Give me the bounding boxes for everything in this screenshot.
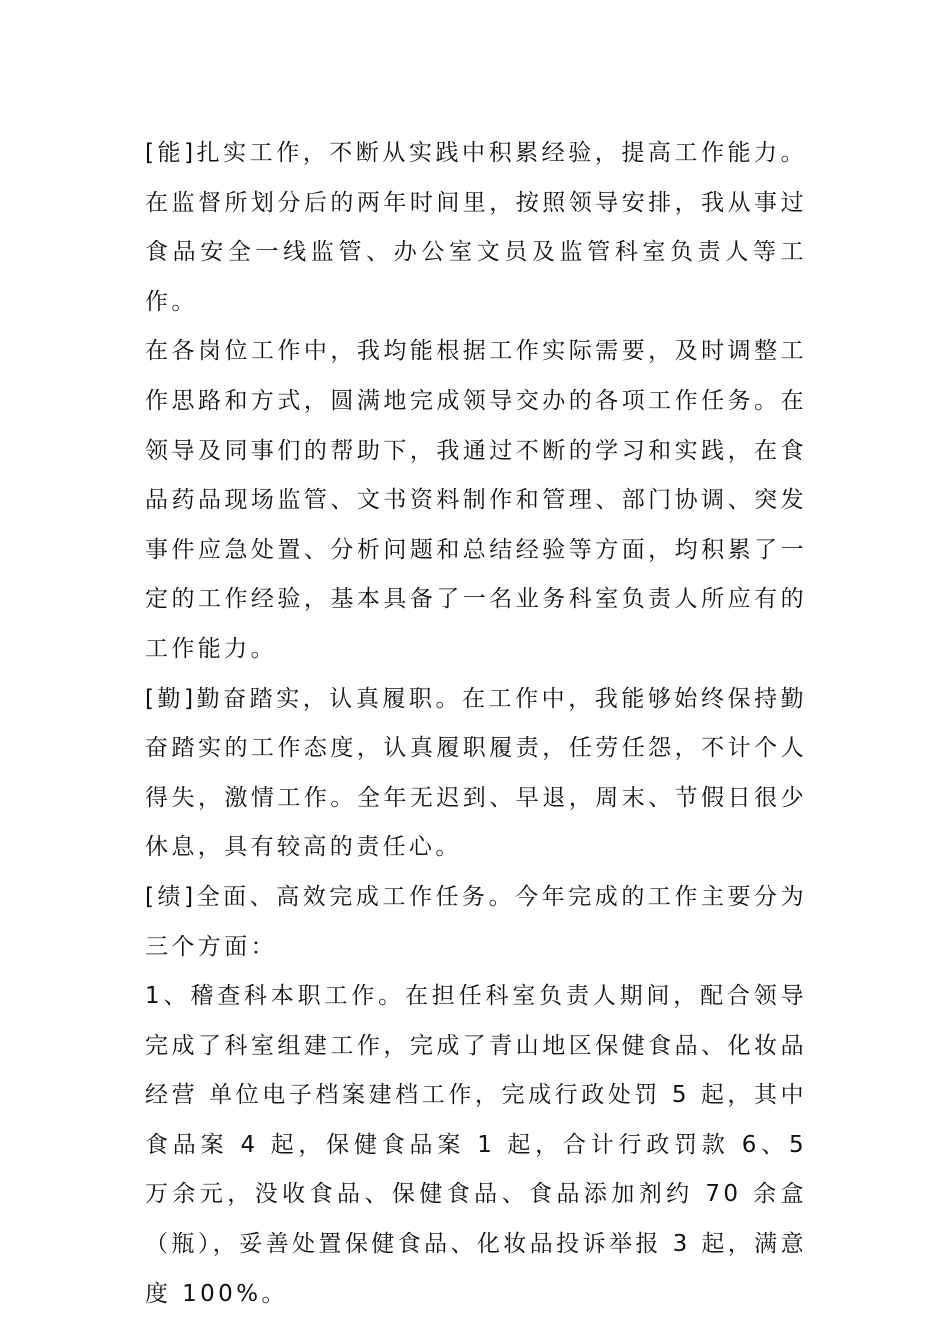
paragraph-ability: [能]扎实工作，不断从实践中积累经验，提高工作能力。在监督所划分后的两年时间里，按照领导安排，我从事过食品安全一线监管、办公室文员及监管科室负责人等工作。	[145, 140, 807, 315]
paragraph-inspection-work: 1、稽查科本职工作。在担任科室负责人期间，配合领导完成了科室组建工作，完成了青山地区保健食品、化妆品经营 单位电子档案建档工作，完成行政处罚 5 起，其中食品案 4 起，保健食品案 1 起，合计行政罚款 6、5 万余元，没收食品、保健食品、食品添加剂约 70 余盒（瓶），妥善处置保健食品、化妆品投诉举报 3 起，满意度 100%。	[145, 983, 807, 1307]
paragraph-ability-details: 在各岗位工作中，我均能根据工作实际需要，及时调整工作思路和方式，圆满地完成领导交办的各项工作任务。在领导及同事们的帮助下，我通过不断的学习和实践，在食品药品现场监管、文书资料制作和管理、部门协调、突发事件应急处置、分析问题和总结经验等方面，均积累了一定的工作经验，基本具备了一名业务科室负责人所应有的工作能力。	[145, 338, 807, 662]
document-body	[145, 129, 807, 1319]
paragraph-achievement: [绩]全面、高效完成工作任务。今年完成的工作主要分为三个方面：	[145, 883, 807, 960]
paragraph-diligence: [勤]勤奋踏实，认真履职。在工作中，我能够始终保持勤奋踏实的工作态度，认真履职履责，任劳任怨，不计个人得失，激情工作。全年无迟到、早退，周末、节假日很少休息，具有较高的责任心。	[145, 685, 807, 861]
